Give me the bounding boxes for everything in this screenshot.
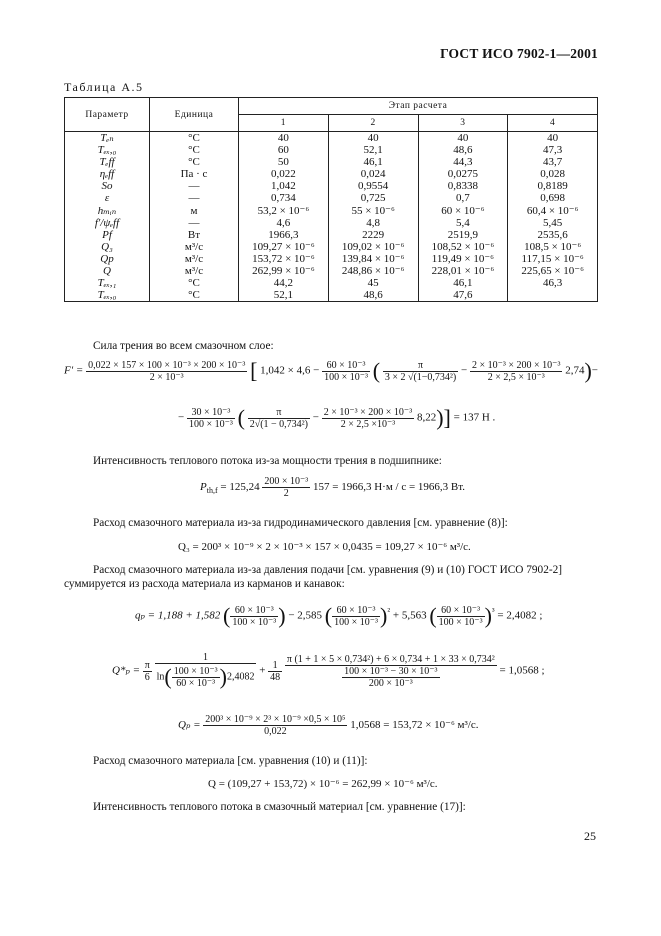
unit-cell: °C: [150, 144, 239, 156]
eq-lhs: Qₚ =: [178, 719, 201, 732]
friction-equation-line1: F′ = $\frac{\text{0,022 × 157 × 100 × 10⁻³ × 200 × 10⁻³}}{\text{2 × 10⁻³}}$ [ 1,042 × 4,6 − $\frac{\text{60 × 10⁻³}}{\text{100 × 10⁻³}}$ ( $\frac{\pi}{\text{3 × 2 √(1−0,734²)}}$ − $\frac{\text{2 × 10⁻³ × 200 × 10⁻³}}{\text{2 × 2,5 × 10⁻³}}$ 2,74)−: [64, 358, 599, 383]
value-cell: 44,2: [239, 277, 329, 289]
value-cell: 0,024: [328, 168, 418, 180]
eq-result: = 137 Н .: [453, 411, 496, 424]
eq-term: = 125,24: [220, 481, 260, 494]
numerator: 200 × 10⁻³: [264, 476, 309, 487]
denominator: 100 × 10⁻³: [188, 418, 233, 430]
table-row: [65, 156, 598, 168]
table-row: [65, 144, 598, 156]
denominator: 200 × 10⁻³: [368, 677, 413, 689]
denominator: 2 × 2,5 ×10⁻³: [340, 418, 396, 430]
value-cell: 0,022: [239, 168, 329, 180]
value-cell: 45: [328, 277, 418, 289]
table-row: [65, 289, 598, 302]
friction-equation-line2: − $\frac{\text{30 × 10⁻³}}{\text{100 × 10⁻³}}$ ( $\frac{\pi}{\text{2√(1 − 0,734²)}}$ − $\frac{\text{2 × 10⁻³ × 200 × 10⁻³}}{\text{2 × 2,5 ×10⁻³}}$ 8,22)] = 137 Н .: [178, 405, 496, 430]
value-cell: 109,27 × 10⁻⁶: [239, 241, 329, 253]
value-cell: 60: [239, 144, 329, 156]
unit-cell: м³/с: [150, 265, 239, 277]
qp-star-equation: [112, 652, 545, 690]
column-header-parameter: Параметр: [65, 98, 150, 132]
value-cell: 108,5 × 10⁻⁶: [508, 241, 598, 253]
value-cell: 0,725: [328, 192, 418, 204]
unit-cell: —: [150, 192, 239, 204]
eq-subscript: th,f: [206, 486, 218, 496]
denominator: 100 × 10⁻³: [232, 616, 277, 628]
value-cell: 2535,6: [508, 229, 598, 241]
value-cell: 60,4 × 10⁻⁶: [508, 205, 598, 217]
flow-supply-intro-1: Расход смазочного материала из-за давления подачи [см. уравнения (9) и (10) ГОСТ ИСО 7902-2]: [93, 564, 563, 576]
table-row: [65, 180, 598, 192]
value-cell: 5,45: [508, 217, 598, 229]
eq-term: 8,22: [416, 411, 437, 424]
unit-cell: Па · с: [150, 168, 239, 180]
numerator: 100 × 10⁻³ − 30 × 10⁻³: [344, 665, 438, 677]
parameter-cell: Tₑₙ: [65, 132, 150, 145]
table-row: [65, 277, 598, 289]
eq-lhs: F′ =: [64, 364, 84, 377]
numerator: 60 × 10⁻³: [230, 605, 278, 617]
denominator: 60 × 10⁻³: [176, 677, 216, 689]
value-cell: 1966,3: [239, 229, 329, 241]
value-cell: 5,4: [418, 217, 508, 229]
parameters-table: [64, 97, 598, 302]
column-header-unit: Единица: [150, 98, 239, 132]
parameter-cell: So: [65, 180, 150, 192]
value-cell: 47,6: [418, 289, 508, 302]
table-row: [65, 253, 598, 265]
parameter-cell: Q₃: [65, 241, 150, 253]
value-cell: 40: [418, 132, 508, 145]
fraction: [470, 360, 562, 383]
value-cell: 52,1: [239, 289, 329, 302]
unit-cell: °C: [150, 156, 239, 168]
denominator: 2 × 10⁻³: [149, 371, 184, 383]
value-cell: 0,9554: [328, 180, 418, 192]
value-cell: 0,8189: [508, 180, 598, 192]
eq-result: = 2,4082 ;: [497, 609, 543, 622]
denominator: 2: [283, 488, 289, 499]
unit-cell: —: [150, 180, 239, 192]
value-cell: 1,042: [239, 180, 329, 192]
friction-intro: Сила трения во всем смазочном слое:: [93, 340, 274, 352]
numerator: 60 × 10⁻³: [332, 605, 380, 617]
denominator: 3 × 2 √(1−0,734²): [384, 371, 457, 383]
denominator: 100 × 10⁻³: [324, 371, 368, 383]
value-cell: 0,734: [239, 192, 329, 204]
denominator: 100 × 10⁻³: [438, 616, 483, 628]
value-cell: 119,49 × 10⁻⁶: [418, 253, 508, 265]
value-cell: 2519,9: [418, 229, 508, 241]
fraction: [86, 360, 247, 383]
stage-header: 2: [328, 115, 418, 132]
flow-hydro-intro: Расход смазочного материала из-за гидродинамического давления [см. уравнение (8)]:: [93, 517, 508, 529]
eq-lhs: P: [200, 481, 207, 494]
fraction: [268, 660, 282, 683]
denominator: 2√(1 − 0,734²): [249, 418, 309, 430]
table-row: [65, 241, 598, 253]
value-cell: 60 × 10⁻⁶: [418, 205, 508, 217]
value-cell: 46,1: [328, 156, 418, 168]
value-cell: 46,3: [508, 277, 598, 289]
denominator: [285, 666, 497, 689]
eq-term: 2,4082: [226, 671, 255, 683]
unit-cell: °C: [150, 132, 239, 145]
value-cell: 52,1: [328, 144, 418, 156]
value-cell: 0,698: [508, 192, 598, 204]
value-cell: 2229: [328, 229, 418, 241]
table-row: [65, 265, 598, 277]
standard-header: ГОСТ ИСО 7902-1—2001: [440, 46, 598, 61]
value-cell: 228,01 × 10⁻⁶: [418, 265, 508, 277]
page-number: 25: [584, 829, 596, 843]
table-row: [65, 229, 598, 241]
value-cell: 108,52 × 10⁻⁶: [418, 241, 508, 253]
table-row: [65, 217, 598, 229]
value-cell: 53,2 × 10⁻⁶: [239, 205, 329, 217]
value-cell: 40: [328, 132, 418, 145]
denominator: 0,022: [264, 726, 287, 737]
value-cell: 153,72 × 10⁻⁶: [239, 253, 329, 265]
value-cell: 0,8338: [418, 180, 508, 192]
eq-term: + 5,563: [392, 609, 427, 622]
q-total-equation: Q = (109,27 + 153,72) × 10⁻⁶ = 262,99 × 10⁻⁶ м³/с.: [208, 778, 438, 790]
denominator: 6: [144, 671, 150, 683]
table-caption: Таблица А.5: [64, 80, 144, 94]
numerator: π: [248, 407, 310, 419]
fraction: [332, 605, 380, 628]
denominator: 2 × 2,5 × 10⁻³: [487, 371, 545, 383]
value-cell: 0,0275: [418, 168, 508, 180]
value-cell: 109,02 × 10⁻⁶: [328, 241, 418, 253]
numerator: 200³ × 10⁻⁹ × 2³ × 10⁻⁹ ×0,5 × 10⁵: [205, 714, 346, 725]
value-cell: 48,6: [328, 289, 418, 302]
heat-lub-intro: Интенсивность теплового потока в смазочный материал [см. уравнение (17)]:: [93, 801, 466, 813]
numerator: 1: [155, 652, 257, 664]
value-cell: 4,6: [239, 217, 329, 229]
table-row: [65, 168, 598, 180]
fraction: [262, 476, 310, 499]
unit-cell: Вт: [150, 229, 239, 241]
value-cell: 262,99 × 10⁻⁶: [239, 265, 329, 277]
value-cell: 0,7: [418, 192, 508, 204]
value-cell: 4,8: [328, 217, 418, 229]
fraction: [322, 360, 370, 383]
numerator: 100 × 10⁻³: [173, 665, 218, 677]
flow-total-intro: Расход смазочного материала [см. уравнения (10) и (11)]:: [93, 755, 368, 767]
value-cell: 47,3: [508, 144, 598, 156]
eq-lhs: qₚ = 1,188 + 1,582: [135, 609, 221, 622]
fraction: [143, 660, 152, 683]
parameter-cell: Pf: [65, 229, 150, 241]
eq-term: 2,74: [565, 364, 585, 377]
value-cell: 117,15 × 10⁻⁶: [508, 253, 598, 265]
parameter-cell: Q: [65, 265, 150, 277]
eq-result: 1,0568 = 153,72 × 10⁻⁶ м³/с.: [350, 719, 479, 732]
numerator: π (1 + 1 × 5 × 0,734²) + 6 × 0,734 + 1 × 33 × 0,734²: [286, 653, 495, 665]
value-cell: 43,7: [508, 156, 598, 168]
stage-header: 4: [508, 115, 598, 132]
fraction: [230, 605, 278, 628]
parameter-cell: Tₑₓ,₀: [65, 289, 150, 302]
eq-lhs: Q*ₚ =: [112, 664, 141, 677]
q3-equation: Q₃ = 200³ × 10⁻⁹ × 2 × 10⁻³ × 157 × 0,0435 = 109,27 × 10⁻⁶ м³/с.: [178, 541, 471, 553]
numerator: 2 × 10⁻³ × 200 × 10⁻³: [323, 406, 413, 418]
column-header-stage: Этап расчета: [239, 98, 598, 115]
value-cell: 46,1: [418, 277, 508, 289]
numerator: π: [144, 659, 150, 671]
table-row: [65, 132, 598, 145]
unit-cell: °C: [150, 289, 239, 302]
fraction: [155, 652, 257, 690]
value-cell: 44,3: [418, 156, 508, 168]
numerator: 0,022 × 157 × 100 × 10⁻³ × 200 × 10⁻³: [88, 359, 246, 371]
unit-cell: м: [150, 205, 239, 217]
unit-cell: —: [150, 217, 239, 229]
parameter-cell: hₘᵢₙ: [65, 205, 150, 217]
parameter-cell: ε: [65, 192, 150, 204]
eq-term: − 2,585: [288, 609, 323, 622]
value-cell: 139,84 × 10⁻⁶: [328, 253, 418, 265]
value-cell: 50: [239, 156, 329, 168]
denominator: 48: [270, 671, 281, 683]
fraction: [172, 666, 220, 689]
qp-final-equation: [178, 714, 478, 737]
eq-exponent: ²: [387, 605, 391, 616]
eq-term: 157 = 1966,3 Н·м / с = 1966,3 Вт.: [313, 481, 465, 494]
unit-cell: м³/с: [150, 253, 239, 265]
qp-equation: qₚ = 1,188 + 1,582 ( $\frac{\text{60 × 10⁻³}}{\text{100 × 10⁻³}}$ ) − 2,585 ( $\frac{\text{60 × 10⁻³}}{\text{100 × 10⁻³}}$ )$^{^2}$ + 5,563 ( $\frac{\text{60 × 10⁻³}}{\text{100 × 10⁻³}}$ )$^{^3}$ = 2,4082 ;: [135, 603, 543, 628]
value-cell: 55 × 10⁻⁶: [328, 205, 418, 217]
fraction: [437, 605, 485, 628]
parameter-cell: f′/ψₑff: [65, 217, 150, 229]
eq-term: 1,042 × 4,6 −: [260, 364, 320, 377]
flow-supply-intro-2: суммируется из расхода материала из карманов и канавок:: [64, 578, 345, 590]
fraction: [203, 714, 347, 737]
table-body: [65, 132, 598, 302]
stage-header: 1: [239, 115, 329, 132]
heat-friction-equation: [200, 476, 465, 499]
stage-header: 3: [418, 115, 508, 132]
table-row: [65, 205, 598, 217]
numerator: 1: [268, 660, 282, 672]
denominator: 100 × 10⁻³: [334, 616, 379, 628]
numerator: 60 × 10⁻³: [437, 605, 485, 617]
parameter-cell: ηₑff: [65, 168, 150, 180]
fraction: [322, 407, 414, 430]
value-cell: 48,6: [418, 144, 508, 156]
fraction: [248, 407, 310, 430]
parameter-cell: Tₑₓ,₀: [65, 144, 150, 156]
eq-term: +: [259, 664, 266, 677]
ln-label: ln: [156, 671, 165, 683]
eq-exponent: ³: [491, 605, 495, 616]
fraction: [187, 407, 235, 430]
numerator: 2 × 10⁻³ × 200 × 10⁻³: [471, 359, 561, 371]
parameter-cell: Tₑₓ,₁: [65, 277, 150, 289]
numerator: 60 × 10⁻³: [322, 360, 370, 372]
fraction: [342, 666, 439, 689]
value-cell: 40: [239, 132, 329, 145]
numerator: 30 × 10⁻³: [187, 407, 235, 419]
eq-result: = 1,0568 ;: [499, 664, 545, 677]
numerator: π: [383, 360, 458, 372]
parameter-cell: Tₑff: [65, 156, 150, 168]
unit-cell: °C: [150, 277, 239, 289]
parameter-cell: Qp: [65, 253, 150, 265]
value-cell: 40: [508, 132, 598, 145]
fraction: [285, 654, 497, 689]
denominator: ln( $\frac{\text{100 × 10⁻³}}{\text{60 × 10⁻³}}$ )2,4082: [156, 664, 255, 689]
heat-friction-intro: Интенсивность теплового потока из-за мощности трения в подшипнике:: [93, 455, 442, 467]
table-row: [65, 192, 598, 204]
value-cell: [508, 289, 598, 302]
value-cell: 0,028: [508, 168, 598, 180]
unit-cell: м³/с: [150, 241, 239, 253]
value-cell: 225,65 × 10⁻⁶: [508, 265, 598, 277]
fraction: [383, 360, 458, 383]
value-cell: 248,86 × 10⁻⁶: [328, 265, 418, 277]
